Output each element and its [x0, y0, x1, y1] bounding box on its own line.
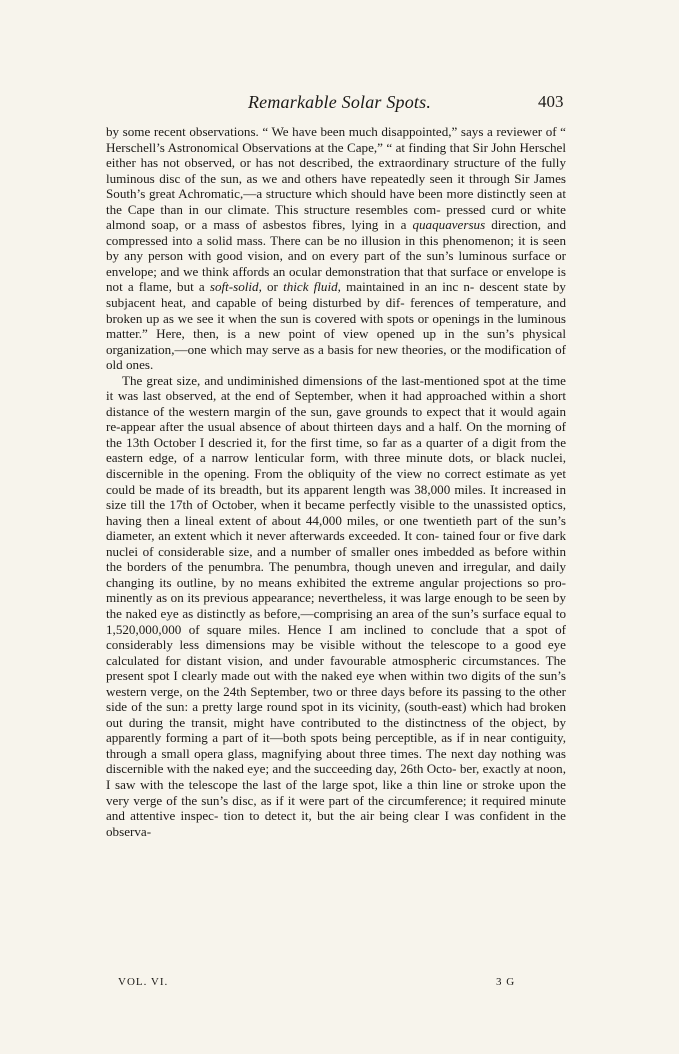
paragraph-1 [106, 124, 566, 373]
paragraph-1-part-1: by some recent observations. “ We have been much disappointed,” says a reviewer of “ Herschell’s Astronomical Observations at the Cape,” “ at finding that Sir John Herschel either has not observed, or has not described, the extraordinary structure of the fully luminous disc of the sun, as we and others have repeatedly seen it through Sir James South’s great Achromatic,—a structure which should have been more distinctly seen at the Cape than in our climate. This structure resembles com- pressed curd or white almond soap, or a mass of asbestos fibres, lying in a [106, 124, 566, 233]
page-number: 403 [538, 92, 564, 111]
running-title: Remarkable Solar Spots. [247, 92, 432, 112]
paragraph-2: The great size, and undiminished dimensions of the last-mentioned spot at the time it was last observed, at the end of September, when it had approached within a short distance of the western margin of the sun, gave grounds to expect that it would again re-appear after the usual absence of about thirteen days and a half. On the morning of the 13th October I descried it, for the first time, so far as a quarter of a digit from the eastern edge, of a narrow lenticular form, with three minute dots, or black nuclei, discernible in the opening. From the obliquity of the view no correct estimate as yet could be made of its breadth, but its apparent length was 38,000 miles. It increased in size till the 17th of October, when it became perfectly visible to the unassisted optics, having then a lineal extent of about 44,000 miles, or one twentieth part of the sun’s diameter, an extent which it never afterwards exceeded. It con- tained four or five dark nuclei of considerable size, and a number of smaller ones imbedded as before within the borders of the penumbra. The penumbra, though uneven and irregular, and daily changing its outline, by no means exhibited the extreme angular projections so pro- minently as on its previous appearance; nevertheless, it was large enough to be seen by the naked eye as distinctly as before,—comprising an area of the sun’s surface equal to 1,520,000,000 of square miles. Hence I am inclined to conclude that a spot of considerably less dimensions may be visible without the telescope to a good eye calculated for distant vision, and under favourable atmospheric circumstances. The present spot I clearly made out with the naked eye when within two digits of the sun’s western verge, on the 24th September, two or three days before its passing to the other side of the sun: a pretty large round spot in its vicinity, (south-east) which had broken out during the transit, might have contributed to the distinctness of the object, by apparently forming a part of it—both spots being perceptible, as if in near contiguity, through a small opera glass, magnifying about three times. The next day nothing was discernible with the naked eye; and the succeeding day, 26th Octo- ber, exactly at noon, I saw with the telescope the last of the large spot, like a thin line or stroke upon the very verge of the sun’s disc, as if it were part of the circumference; it required minute and attentive inspec- tion to detect it, but the air being clear I was confident in the observa- [106, 372, 566, 839]
body-text [106, 124, 566, 839]
italic-soft-solid: soft-solid, [209, 279, 262, 295]
volume-label: VOL. VI. [118, 976, 169, 988]
italic-thick-fluid: thick fluid, [283, 279, 341, 295]
paragraph-1-part-2: direction, and compressed into a solid mass. There can be no illusion in this phenomenon; it is seen by any person with good vision, and on every part of the sun’s luminous surface or envelope; and we think affords an ocular demonstration that that surface or envelope is not a flame, but a [106, 217, 567, 295]
paragraph-1-part-4: maintained in an inc n- descent state by subjacent heat, and capable of being disturbed by dif- ferences of temperature, and broken up as we see it when the sun is covered with spots or openings in the luminous matter.” Here, then, is a new point of view opened up in the sun’s physical organization,—one which may serve as a basis for new theories, or the modification of old ones. [106, 279, 566, 373]
signature-mark: 3 G [496, 976, 516, 988]
italic-quaquaversus: quaquaversus [412, 217, 486, 233]
paragraph-1-part-3: or [261, 279, 284, 295]
